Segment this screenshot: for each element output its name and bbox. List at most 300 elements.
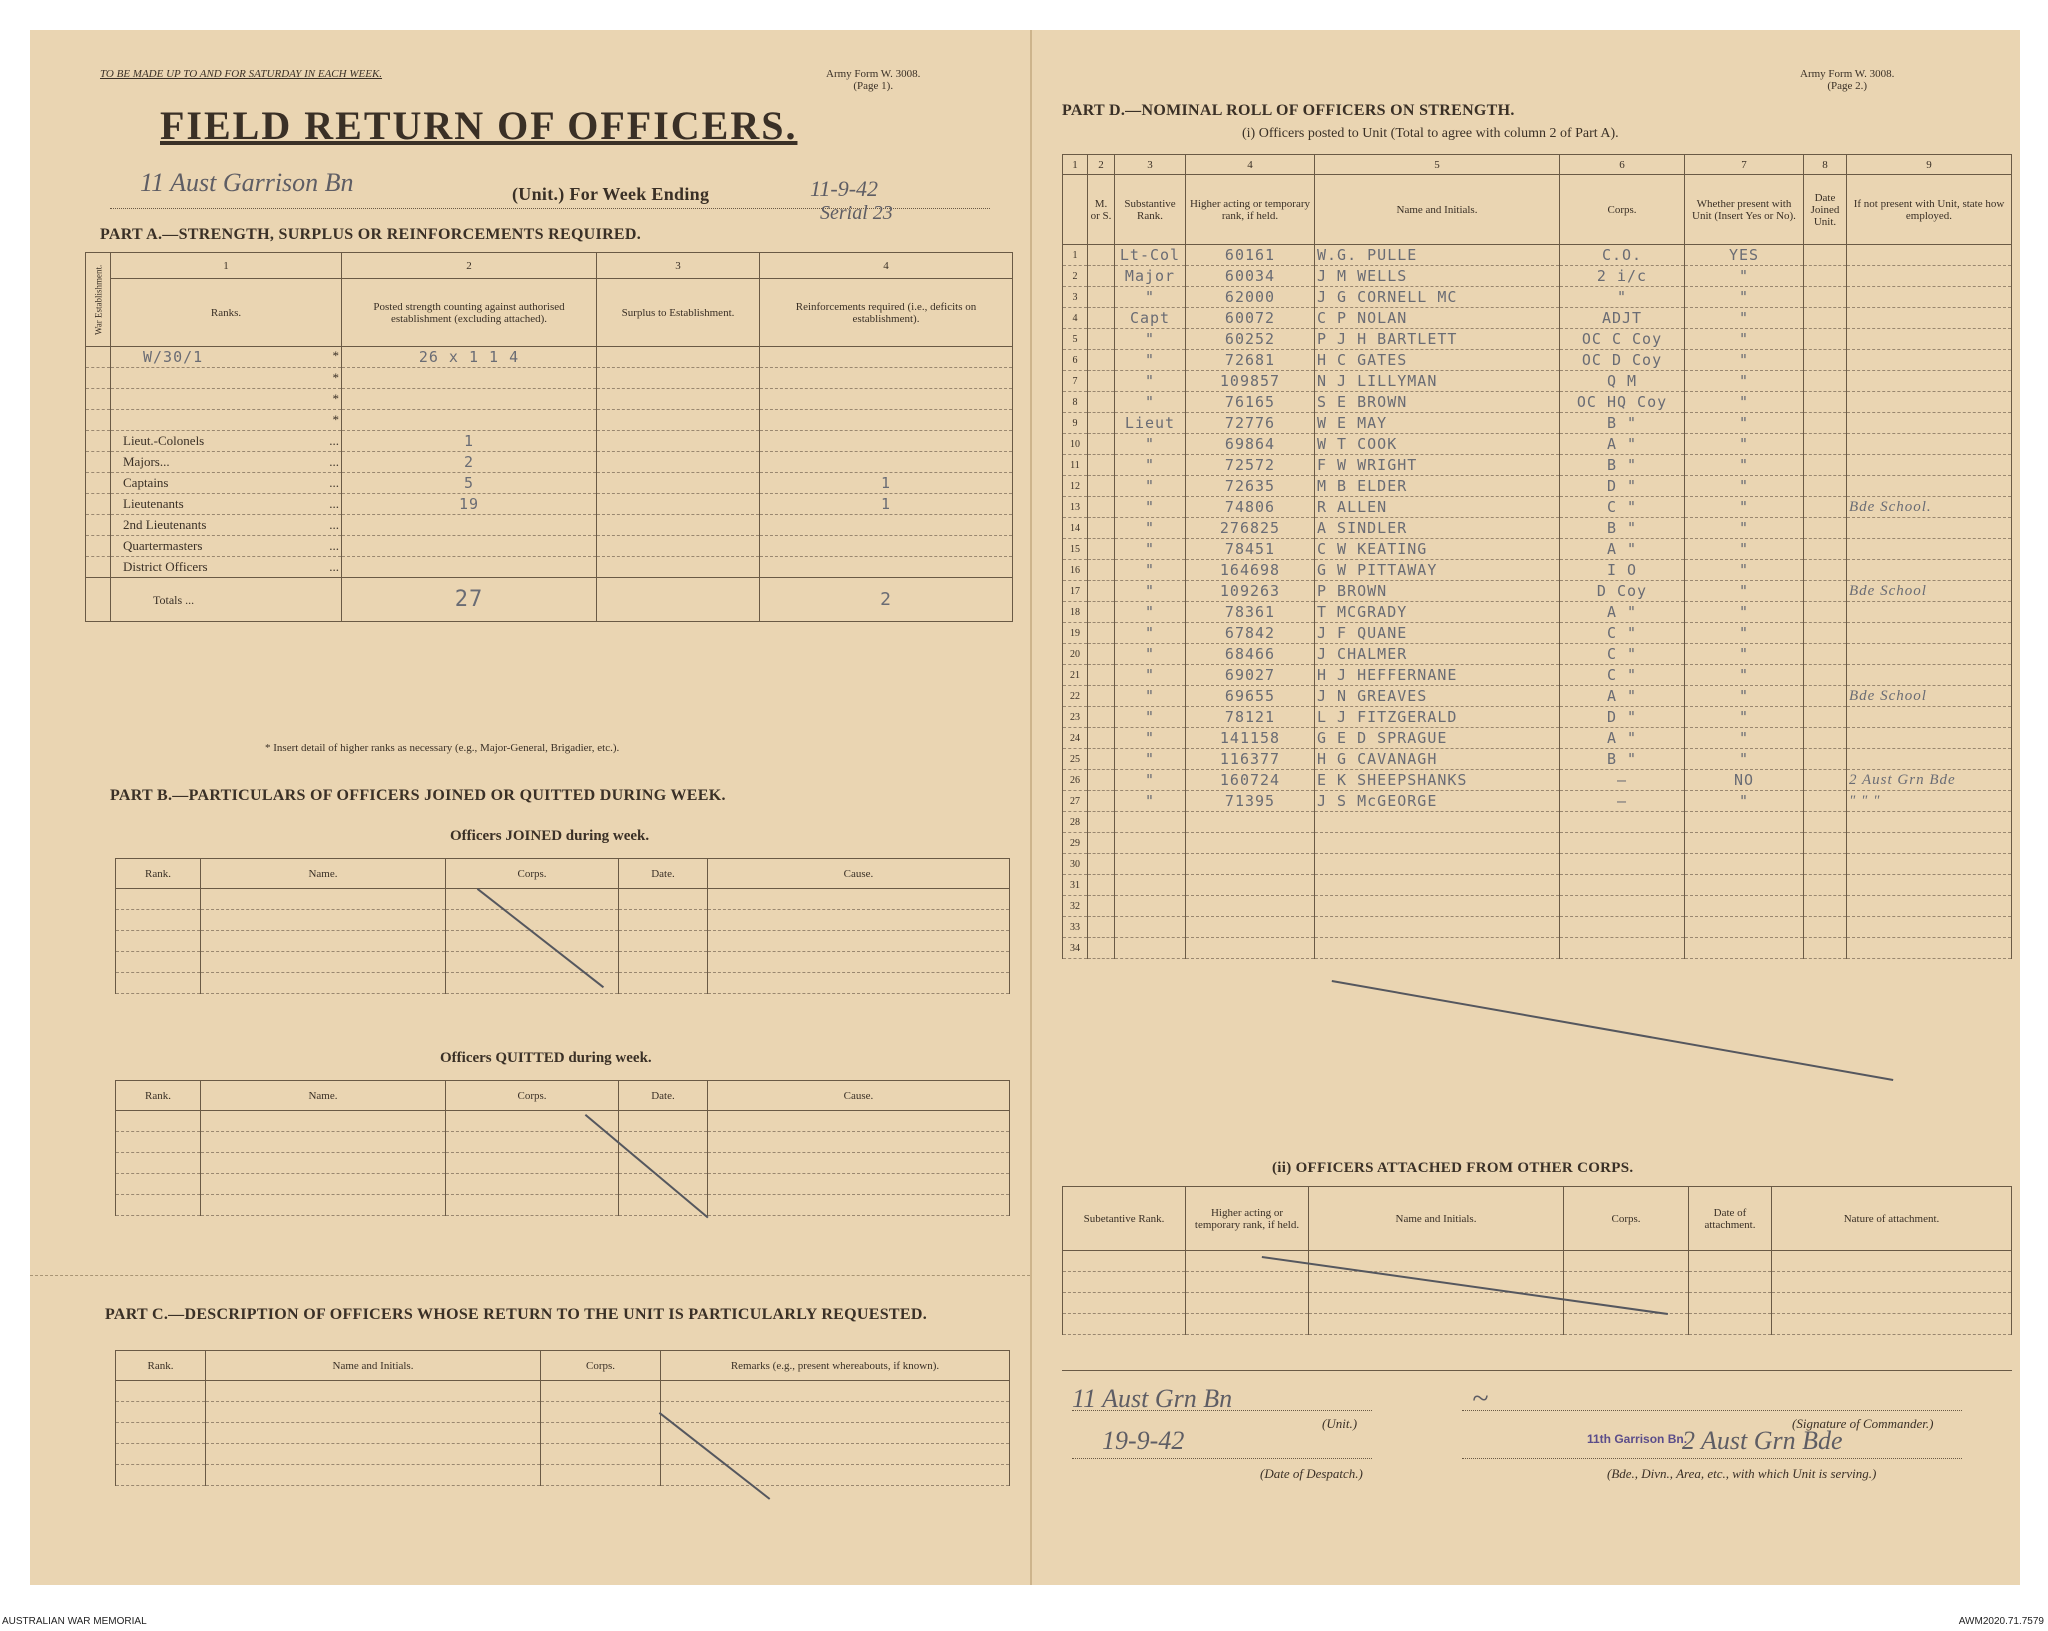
roll-row <box>1063 455 2012 476</box>
form-number-right <box>1800 68 1894 92</box>
roll-empty <box>1088 833 1115 854</box>
roll-empty <box>1088 896 1115 917</box>
col-num: 9 <box>1847 155 2012 175</box>
roll-name: W.G. PULLE <box>1315 245 1560 266</box>
roll-empty <box>1804 749 1847 770</box>
col-num: 4 <box>760 253 1013 279</box>
reinf-value <box>760 452 1013 473</box>
page-label: (Page 2.) <box>1827 80 1868 92</box>
roll-present: " <box>1685 518 1804 539</box>
rank-label: District Officers <box>123 559 208 574</box>
roll-n: 18 <box>1063 602 1088 623</box>
roll-present: " <box>1685 413 1804 434</box>
page-2 <box>1032 30 2020 1585</box>
unit-sign-label: (Unit.) <box>1322 1416 1358 1431</box>
roll-no: 116377 <box>1186 749 1315 770</box>
roll-no: 78361 <box>1186 602 1315 623</box>
col-header-posted: Posted strength counting against authorised establishment (excluding attached). <box>342 279 597 347</box>
roll-rank: " <box>1115 644 1186 665</box>
roll-present <box>1685 938 1804 959</box>
col-higher-rank: Higher acting or temporary rank, if held. <box>1186 1187 1309 1251</box>
col-corps: Corps. <box>446 1081 619 1111</box>
roll-present: " <box>1685 623 1804 644</box>
col-num: 2 <box>342 253 597 279</box>
roll-present: NO <box>1685 770 1804 791</box>
roll-present <box>1685 896 1804 917</box>
roll-rank: " <box>1115 707 1186 728</box>
roll-empty <box>1804 266 1847 287</box>
col-name: Name and Initials. <box>206 1351 541 1381</box>
form-label: Army Form W. 3008. <box>1800 68 1895 80</box>
roll-no: 72776 <box>1186 413 1315 434</box>
roll-corps: ADJT <box>1560 308 1685 329</box>
rank-row: Quartermasters ... <box>111 536 342 557</box>
roll-no: 69027 <box>1186 665 1315 686</box>
roll-corps: A " <box>1560 728 1685 749</box>
roll-emp: Bde School <box>1847 581 2012 602</box>
roll-present: " <box>1685 329 1804 350</box>
roll-corps: 2 i/c <box>1560 266 1685 287</box>
roll-empty <box>1088 791 1115 812</box>
roll-present <box>1685 917 1804 938</box>
roll-rank <box>1115 875 1186 896</box>
roll-name: J S McGEORGE <box>1315 791 1560 812</box>
roll-n: 19 <box>1063 623 1088 644</box>
roll-present: " <box>1685 350 1804 371</box>
roll-present <box>1685 833 1804 854</box>
roll-row <box>1063 476 2012 497</box>
roll-corps: " <box>1560 287 1685 308</box>
roll-present: " <box>1685 602 1804 623</box>
roll-n: 29 <box>1063 833 1088 854</box>
joined-title: Officers JOINED during week. <box>450 828 650 844</box>
roll-emp <box>1847 875 2012 896</box>
col-header-ranks: Ranks. <box>111 279 342 347</box>
roll-n: 15 <box>1063 539 1088 560</box>
totals-row <box>111 578 342 622</box>
col-header-reinforcements: Reinforcements required (i.e., deficits on establishment). <box>760 279 1013 347</box>
roll-empty <box>1804 644 1847 665</box>
roll-empty <box>1804 938 1847 959</box>
roll-corps: D " <box>1560 707 1685 728</box>
roll-n: 4 <box>1063 308 1088 329</box>
col-header: Date Joined Unit. <box>1804 175 1847 245</box>
roll-corps <box>1560 812 1685 833</box>
roll-empty <box>1088 728 1115 749</box>
col-remarks: Remarks (e.g., present whereabouts, if known). <box>661 1351 1010 1381</box>
roll-no: 109857 <box>1186 371 1315 392</box>
roll-empty <box>1804 917 1847 938</box>
roll-present: " <box>1685 665 1804 686</box>
strength-value: 1 <box>342 431 597 452</box>
roll-empty <box>1088 350 1115 371</box>
roll-empty <box>1088 329 1115 350</box>
roll-emp <box>1847 707 2012 728</box>
roll-empty <box>1804 665 1847 686</box>
col-num: 2 <box>1088 155 1115 175</box>
col-num: 1 <box>1063 155 1088 175</box>
roll-no: 72635 <box>1186 476 1315 497</box>
roll-name <box>1315 917 1560 938</box>
roll-name: H G CAVANAGH <box>1315 749 1560 770</box>
roll-emp: Bde School. <box>1847 497 2012 518</box>
roll-present: " <box>1685 455 1804 476</box>
roll-empty <box>1804 770 1847 791</box>
roll-n: 25 <box>1063 749 1088 770</box>
col-header: Substantive Rank. <box>1115 175 1186 245</box>
roll-empty <box>1088 287 1115 308</box>
roll-empty <box>1804 245 1847 266</box>
col-header: M. or S. <box>1088 175 1115 245</box>
roll-empty <box>1088 644 1115 665</box>
roll-row <box>1063 728 2012 749</box>
page-title: FIELD RETURN OF OFFICERS. <box>160 103 798 148</box>
roll-n: 7 <box>1063 371 1088 392</box>
roll-name <box>1315 833 1560 854</box>
roll-empty <box>1088 455 1115 476</box>
roll-emp <box>1847 371 2012 392</box>
week-handwriting: 11-9-42 <box>810 176 879 201</box>
roll-name: J N GREAVES <box>1315 686 1560 707</box>
roll-rank <box>1115 917 1186 938</box>
roll-rank: " <box>1115 350 1186 371</box>
part-c-table <box>115 1350 1010 1486</box>
roll-present: " <box>1685 791 1804 812</box>
roll-n: 17 <box>1063 581 1088 602</box>
reinf-cell <box>760 347 1013 368</box>
roll-rank: " <box>1115 791 1186 812</box>
roll-no: 160724 <box>1186 770 1315 791</box>
roll-corps: D Coy <box>1560 581 1685 602</box>
roll-empty <box>1804 539 1847 560</box>
roll-empty <box>1804 371 1847 392</box>
roll-row <box>1063 287 2012 308</box>
roll-name: L J FITZGERALD <box>1315 707 1560 728</box>
roll-emp <box>1847 329 2012 350</box>
totals-reinf: 2 <box>760 578 1013 622</box>
roll-emp <box>1847 518 2012 539</box>
roll-name: J G CORNELL MC <box>1315 287 1560 308</box>
col-num: 4 <box>1186 155 1315 175</box>
col-header: Name and Initials. <box>1315 175 1560 245</box>
roll-emp <box>1847 413 2012 434</box>
roll-no: 76165 <box>1186 392 1315 413</box>
roll-emp <box>1847 854 2012 875</box>
col-date: Date. <box>619 859 708 889</box>
roll-present: " <box>1685 581 1804 602</box>
roll-emp <box>1847 665 2012 686</box>
roll-n: 27 <box>1063 791 1088 812</box>
roll-emp: Bde School <box>1847 686 2012 707</box>
roll-row <box>1063 707 2012 728</box>
strength-hand: 26 x 1 1 4 <box>418 348 520 366</box>
roll-no: 164698 <box>1186 560 1315 581</box>
roll-empty <box>1804 518 1847 539</box>
bde-line <box>1462 1458 1962 1459</box>
roll-row <box>1063 665 2012 686</box>
roll-present <box>1685 875 1804 896</box>
part-a-table: War Establishment. 1 2 3 4 Ranks. Posted strength counting against authorised establishment (excluding attached). Surplus to Establishment. Reinforcements required (i.e., deficits on establishment). W/30/1 * 26 x 1 1 4 * * * Lieut.-Colonels ... 1 Majors... ... 2 Captains ... 5 1 Lieutenants ... 19 1 2nd Lieutenants ... Quartermasters ... District Officers ... Totals ... 27 2 <box>85 252 1013 622</box>
date-label: (Date of Despatch.) <box>1260 1466 1363 1481</box>
roll-present: YES <box>1685 245 1804 266</box>
roll-empty <box>1804 896 1847 917</box>
roll-name <box>1315 896 1560 917</box>
roll-row <box>1063 581 2012 602</box>
roll-emp <box>1847 623 2012 644</box>
roll-n: 9 <box>1063 413 1088 434</box>
roll-empty <box>1088 602 1115 623</box>
roll-n: 26 <box>1063 770 1088 791</box>
roll-empty <box>1804 308 1847 329</box>
roll-name: T MCGRADY <box>1315 602 1560 623</box>
rank-label: Lieutenants <box>123 496 184 511</box>
col-corps: Corps. <box>1564 1187 1689 1251</box>
roll-name: H J HEFFERNANE <box>1315 665 1560 686</box>
roll-empty <box>1804 623 1847 644</box>
joined-table <box>115 858 1010 994</box>
bde-label: (Bde., Divn., Area, etc., with which Unit is serving.) <box>1607 1466 1877 1481</box>
roll-name: A SINDLER <box>1315 518 1560 539</box>
roll-empty <box>1088 581 1115 602</box>
serial-handwriting: Serial 23 <box>820 202 893 224</box>
roll-empty <box>1804 707 1847 728</box>
roll-no: 69864 <box>1186 434 1315 455</box>
reinf-value <box>760 536 1013 557</box>
roll-emp <box>1847 287 2012 308</box>
roll-no <box>1186 875 1315 896</box>
strength-value: 19 <box>342 494 597 515</box>
roll-empty <box>1804 434 1847 455</box>
roll-no <box>1186 854 1315 875</box>
col-cause: Cause. <box>708 859 1010 889</box>
roll-empty <box>1804 455 1847 476</box>
roll-rank: Capt <box>1115 308 1186 329</box>
roll-rank: " <box>1115 455 1186 476</box>
roll-present: " <box>1685 686 1804 707</box>
roll-corps: — <box>1560 791 1685 812</box>
roll-row <box>1063 833 2012 854</box>
roll-rank: " <box>1115 770 1186 791</box>
col-header: Whether present with Unit (Insert Yes or No). <box>1685 175 1804 245</box>
header-note: TO BE MADE UP TO AND FOR SATURDAY IN EACH WEEK. <box>100 68 383 80</box>
roll-corps: B " <box>1560 455 1685 476</box>
reinf-value: 1 <box>760 473 1013 494</box>
roll-empty <box>1088 812 1115 833</box>
roll-corps: OC HQ Coy <box>1560 392 1685 413</box>
roll-empty <box>1088 686 1115 707</box>
strength-value <box>342 557 597 578</box>
roll-emp <box>1847 728 2012 749</box>
roll-empty <box>1088 476 1115 497</box>
strength-cell <box>342 347 597 368</box>
roll-row <box>1063 938 2012 959</box>
roll-name: P J H BARTLETT <box>1315 329 1560 350</box>
roll-empty <box>1088 875 1115 896</box>
roll-n: 10 <box>1063 434 1088 455</box>
roll-empty <box>1804 350 1847 371</box>
roll-n: 11 <box>1063 455 1088 476</box>
roll-corps: B " <box>1560 518 1685 539</box>
roll-n: 24 <box>1063 728 1088 749</box>
roll-row <box>1063 518 2012 539</box>
roll-row <box>1063 854 2012 875</box>
roll-emp <box>1847 833 2012 854</box>
roll-empty <box>1088 434 1115 455</box>
roll-n: 20 <box>1063 644 1088 665</box>
roll-n: 6 <box>1063 350 1088 371</box>
unit-line <box>1072 1410 1372 1411</box>
roll-row <box>1063 749 2012 770</box>
col-num: 3 <box>597 253 760 279</box>
roll-no <box>1186 938 1315 959</box>
col-corps: Corps. <box>446 859 619 889</box>
roll-rank: " <box>1115 392 1186 413</box>
roll-empty <box>1804 875 1847 896</box>
part-a-footnote: * Insert detail of higher ranks as necessary (e.g., Major-General, Brigadier, etc.). <box>265 742 620 754</box>
roll-emp <box>1847 602 2012 623</box>
roll-empty <box>1804 287 1847 308</box>
roll-row <box>1063 266 2012 287</box>
roll-rank: " <box>1115 434 1186 455</box>
roll-empty <box>1088 518 1115 539</box>
roll-corps: C " <box>1560 623 1685 644</box>
roll-no: 60161 <box>1186 245 1315 266</box>
roll-corps <box>1560 938 1685 959</box>
totals-strength: 27 <box>342 578 597 622</box>
rank-label: Lieut.-Colonels <box>123 433 205 448</box>
roll-corps: OC D Coy <box>1560 350 1685 371</box>
roll-name: N J LILLYMAN <box>1315 371 1560 392</box>
roll-name: P BROWN <box>1315 581 1560 602</box>
roll-empty <box>1804 833 1847 854</box>
quitted-table <box>115 1080 1010 1216</box>
roll-rank <box>1115 833 1186 854</box>
roll-present: " <box>1685 434 1804 455</box>
footer-right: AWM2020.71.7579 <box>1958 1616 2044 1627</box>
roll-rank: Major <box>1115 266 1186 287</box>
roll-emp <box>1847 812 2012 833</box>
roll-row <box>1063 602 2012 623</box>
roll-present: " <box>1685 539 1804 560</box>
roll-row <box>1063 791 2012 812</box>
roll-no: 78121 <box>1186 707 1315 728</box>
roll-n: 5 <box>1063 329 1088 350</box>
reinf-value: 1 <box>760 494 1013 515</box>
roll-rank: " <box>1115 371 1186 392</box>
rank-label: Quartermasters <box>123 538 203 553</box>
roll-row <box>1063 392 2012 413</box>
strength-value: 2 <box>342 452 597 473</box>
roll-corps: D " <box>1560 476 1685 497</box>
signature-line <box>1462 1410 1962 1411</box>
col-num: 6 <box>1560 155 1685 175</box>
roll-emp <box>1847 455 2012 476</box>
roll-row <box>1063 644 2012 665</box>
roll-row <box>1063 560 2012 581</box>
roll-row <box>1063 917 2012 938</box>
rank-label: Majors... <box>123 454 170 469</box>
roll-corps: Q M <box>1560 371 1685 392</box>
roll-empty <box>1088 665 1115 686</box>
roll-rank: " <box>1115 329 1186 350</box>
col-num: 3 <box>1115 155 1186 175</box>
roll-no: 78451 <box>1186 539 1315 560</box>
roll-corps: I O <box>1560 560 1685 581</box>
roll-empty <box>1088 749 1115 770</box>
roll-row <box>1063 686 2012 707</box>
roll-no: 141158 <box>1186 728 1315 749</box>
col-date-attached: Date of attachment. <box>1689 1187 1772 1251</box>
roll-name: H C GATES <box>1315 350 1560 371</box>
roll-name <box>1315 812 1560 833</box>
roll-n: 8 <box>1063 392 1088 413</box>
roll-rank: " <box>1115 518 1186 539</box>
unit-sign-hand: 11 Aust Grn Bn <box>1072 1384 1233 1413</box>
col-num: 8 <box>1804 155 1847 175</box>
part-d-ii-heading: (ii) OFFICERS ATTACHED FROM OTHER CORPS. <box>1272 1160 1634 1176</box>
roll-no <box>1186 896 1315 917</box>
roll-empty <box>1088 938 1115 959</box>
reinf-value <box>760 557 1013 578</box>
strength-value: 5 <box>342 473 597 494</box>
page-label: (Page 1). <box>853 80 894 92</box>
roll-empty <box>1088 707 1115 728</box>
roll-no: 69655 <box>1186 686 1315 707</box>
col-header: Corps. <box>1560 175 1685 245</box>
roll-empty <box>1088 413 1115 434</box>
roll-n: 16 <box>1063 560 1088 581</box>
rank-cell: W/30/1 * <box>111 347 342 368</box>
col-header <box>1063 175 1088 245</box>
roll-name: E K SHEEPSHANKS <box>1315 770 1560 791</box>
roll-row <box>1063 812 2012 833</box>
col-corps: Corps. <box>541 1351 661 1381</box>
roll-n: 22 <box>1063 686 1088 707</box>
perforation <box>30 1275 1030 1276</box>
date-line <box>1072 1458 1372 1459</box>
roll-n: 34 <box>1063 938 1088 959</box>
col-cause: Cause. <box>708 1081 1010 1111</box>
roll-corps: OC C Coy <box>1560 329 1685 350</box>
war-est-header: War Establishment. <box>86 253 111 347</box>
roll-emp <box>1847 896 2012 917</box>
roll-no: 60034 <box>1186 266 1315 287</box>
roll-present: " <box>1685 560 1804 581</box>
roll-no: 60072 <box>1186 308 1315 329</box>
form-label: Army Form W. 3008. <box>826 68 921 80</box>
form-number-left <box>826 68 920 92</box>
roll-corps: C " <box>1560 644 1685 665</box>
roll-empty <box>1088 560 1115 581</box>
signature-rule <box>1062 1370 2012 1371</box>
roll-empty <box>1088 266 1115 287</box>
roll-row <box>1063 623 2012 644</box>
roll-empty <box>1804 329 1847 350</box>
roll-name: S E BROWN <box>1315 392 1560 413</box>
roll-emp <box>1847 539 2012 560</box>
roll-no: 72572 <box>1186 455 1315 476</box>
roll-row <box>1063 413 2012 434</box>
col-header-surplus: Surplus to Establishment. <box>597 279 760 347</box>
roll-rank: Lieut <box>1115 413 1186 434</box>
unit-stamp: 11th Garrison Bn. <box>1587 1432 1688 1446</box>
roll-empty <box>1804 476 1847 497</box>
roll-empty <box>1804 581 1847 602</box>
roll-n: 14 <box>1063 518 1088 539</box>
roll-rank: " <box>1115 665 1186 686</box>
col-date: Date. <box>619 1081 708 1111</box>
roll-present: " <box>1685 728 1804 749</box>
